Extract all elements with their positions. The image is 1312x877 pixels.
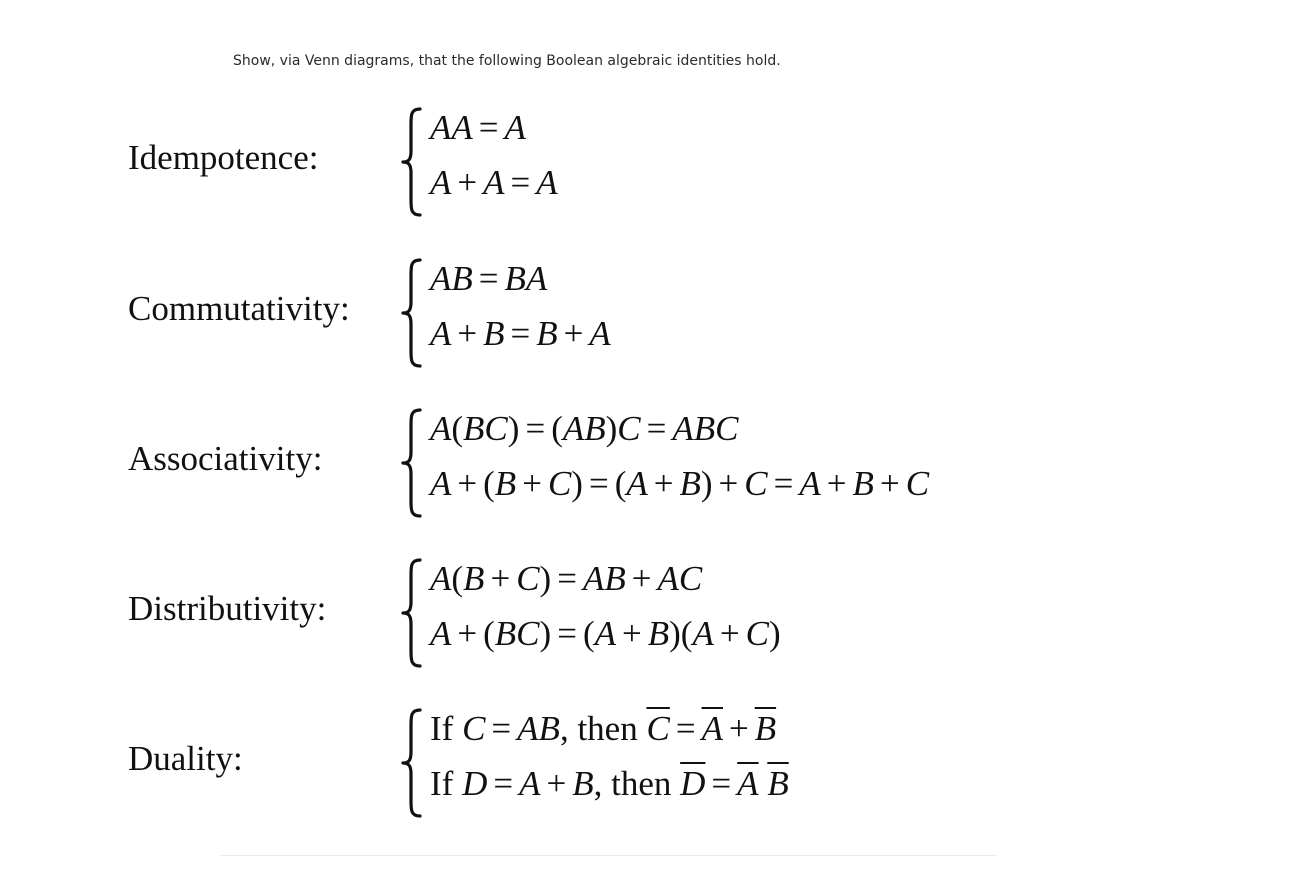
variable: AB	[517, 709, 560, 748]
equation-text: , then	[593, 764, 681, 803]
operator: +	[457, 614, 478, 653]
operator: +	[653, 464, 674, 503]
equation-text: If	[430, 764, 463, 803]
variable: C	[617, 409, 641, 448]
left-brace-icon	[400, 407, 426, 519]
operator: =	[588, 464, 609, 503]
variable: A	[430, 163, 452, 202]
identity-name: Associativity:	[128, 439, 323, 478]
parenthesis: )	[507, 409, 520, 448]
identity-duality	[0, 703, 1312, 823]
parenthesis: (	[451, 409, 464, 448]
variable: A	[430, 409, 452, 448]
operator: +	[457, 314, 478, 353]
parenthesis: (	[483, 464, 495, 503]
complement-variable: $\overline{D}$	[680, 764, 706, 803]
operator: +	[522, 464, 542, 503]
complement-variable: $\overline{B}$	[767, 764, 789, 803]
identity-distributivity	[0, 553, 1312, 673]
operator: +	[621, 614, 642, 653]
equation-line	[430, 409, 738, 449]
operator: =	[773, 464, 794, 503]
complement-variable: $\overline{C}$	[646, 709, 670, 748]
operator: =	[525, 409, 546, 448]
variable: BC	[463, 409, 508, 448]
left-brace-icon	[400, 707, 426, 819]
variable: A	[519, 764, 541, 803]
variable: AA	[430, 108, 473, 147]
variable: AB	[562, 409, 606, 448]
parenthesis: (	[451, 559, 464, 598]
operator: +	[879, 464, 900, 503]
operator: +	[490, 559, 511, 598]
variable: BC	[494, 614, 540, 653]
equation-line	[430, 108, 526, 148]
operator: =	[557, 614, 577, 653]
variable: C	[745, 614, 769, 653]
variable: A	[430, 559, 452, 598]
operator: +	[546, 764, 567, 803]
variable: AB	[430, 259, 473, 298]
equation-text	[759, 764, 768, 803]
instruction-text: Show, via Venn diagrams, that the following Boolean algebraic identities hold.	[233, 53, 781, 69]
variable: B	[852, 464, 874, 503]
variable: AC	[657, 559, 703, 598]
parenthesis: )	[700, 464, 713, 503]
identity-name: Duality:	[128, 739, 243, 778]
operator: +	[718, 464, 739, 503]
identity-name: Distributivity:	[128, 589, 327, 628]
equation-line	[430, 314, 611, 354]
parenthesis: (	[614, 464, 627, 503]
identity-name: Commutativity:	[128, 289, 350, 328]
operator: +	[719, 614, 740, 653]
operator: +	[457, 464, 478, 503]
variable: B	[536, 314, 558, 353]
variable: A	[594, 614, 616, 653]
equation-line	[430, 163, 558, 203]
equation-line	[430, 259, 547, 299]
equation-text: , then	[559, 709, 647, 748]
variable: B	[483, 314, 505, 353]
variable: ABC	[672, 409, 739, 448]
equation-line	[430, 764, 789, 804]
variable: C	[462, 709, 486, 748]
complement-variable: $\overline{A}$	[737, 764, 759, 803]
equation-line	[430, 614, 781, 654]
parenthesis: (	[483, 614, 495, 653]
variable: C	[516, 559, 540, 598]
variable: BA	[504, 259, 548, 298]
variable: C	[744, 464, 768, 503]
variable: A	[589, 314, 611, 353]
operator: =	[557, 559, 577, 598]
operator: +	[563, 314, 584, 353]
variable: B	[494, 464, 517, 503]
variable: D	[462, 764, 488, 803]
operator: +	[728, 709, 749, 748]
operator: =	[491, 709, 512, 748]
variable: A	[430, 614, 452, 653]
parenthesis: )	[605, 409, 618, 448]
parenthesis: )	[539, 614, 552, 653]
operator: =	[711, 764, 732, 803]
variable: A	[430, 314, 452, 353]
operator: +	[826, 464, 847, 503]
divider	[220, 855, 997, 856]
identity-name: Idempotence:	[128, 138, 319, 177]
operator: +	[631, 559, 652, 598]
identity-commutativity	[0, 253, 1312, 373]
operator: =	[675, 709, 696, 748]
parenthesis: )(	[669, 614, 693, 653]
variable: A	[504, 108, 526, 147]
left-brace-icon	[400, 257, 426, 369]
operator: =	[478, 259, 499, 298]
variable: B	[647, 614, 670, 653]
parenthesis: )	[539, 559, 552, 598]
variable: B	[572, 764, 594, 803]
operator: =	[493, 764, 514, 803]
variable: C	[547, 464, 572, 503]
operator: +	[457, 163, 478, 202]
left-brace-icon	[400, 557, 426, 669]
variable: A	[626, 464, 648, 503]
variable: A	[799, 464, 821, 503]
operator: =	[478, 108, 499, 147]
variable: B	[679, 464, 701, 503]
parenthesis: )	[768, 614, 781, 653]
variable: AB	[582, 559, 626, 598]
variable: C	[905, 464, 930, 503]
equation-line	[430, 464, 929, 504]
identity-associativity	[0, 403, 1312, 523]
complement-variable: $\overline{A}$	[701, 709, 723, 748]
equation-line	[430, 709, 776, 749]
equation-text: If	[430, 709, 463, 748]
parenthesis: (	[582, 614, 595, 653]
parenthesis: )	[571, 464, 583, 503]
identity-idempotence	[0, 102, 1312, 222]
operator: =	[510, 314, 531, 353]
equation-line	[430, 559, 702, 599]
variable: A	[483, 163, 505, 202]
variable: A	[536, 163, 558, 202]
parenthesis: (	[551, 409, 563, 448]
left-brace-icon	[400, 106, 426, 218]
variable: A	[430, 464, 452, 503]
complement-variable: $\overline{B}$	[754, 709, 777, 748]
operator: =	[646, 409, 667, 448]
variable: A	[692, 614, 714, 653]
variable: B	[463, 559, 485, 598]
operator: =	[510, 163, 531, 202]
